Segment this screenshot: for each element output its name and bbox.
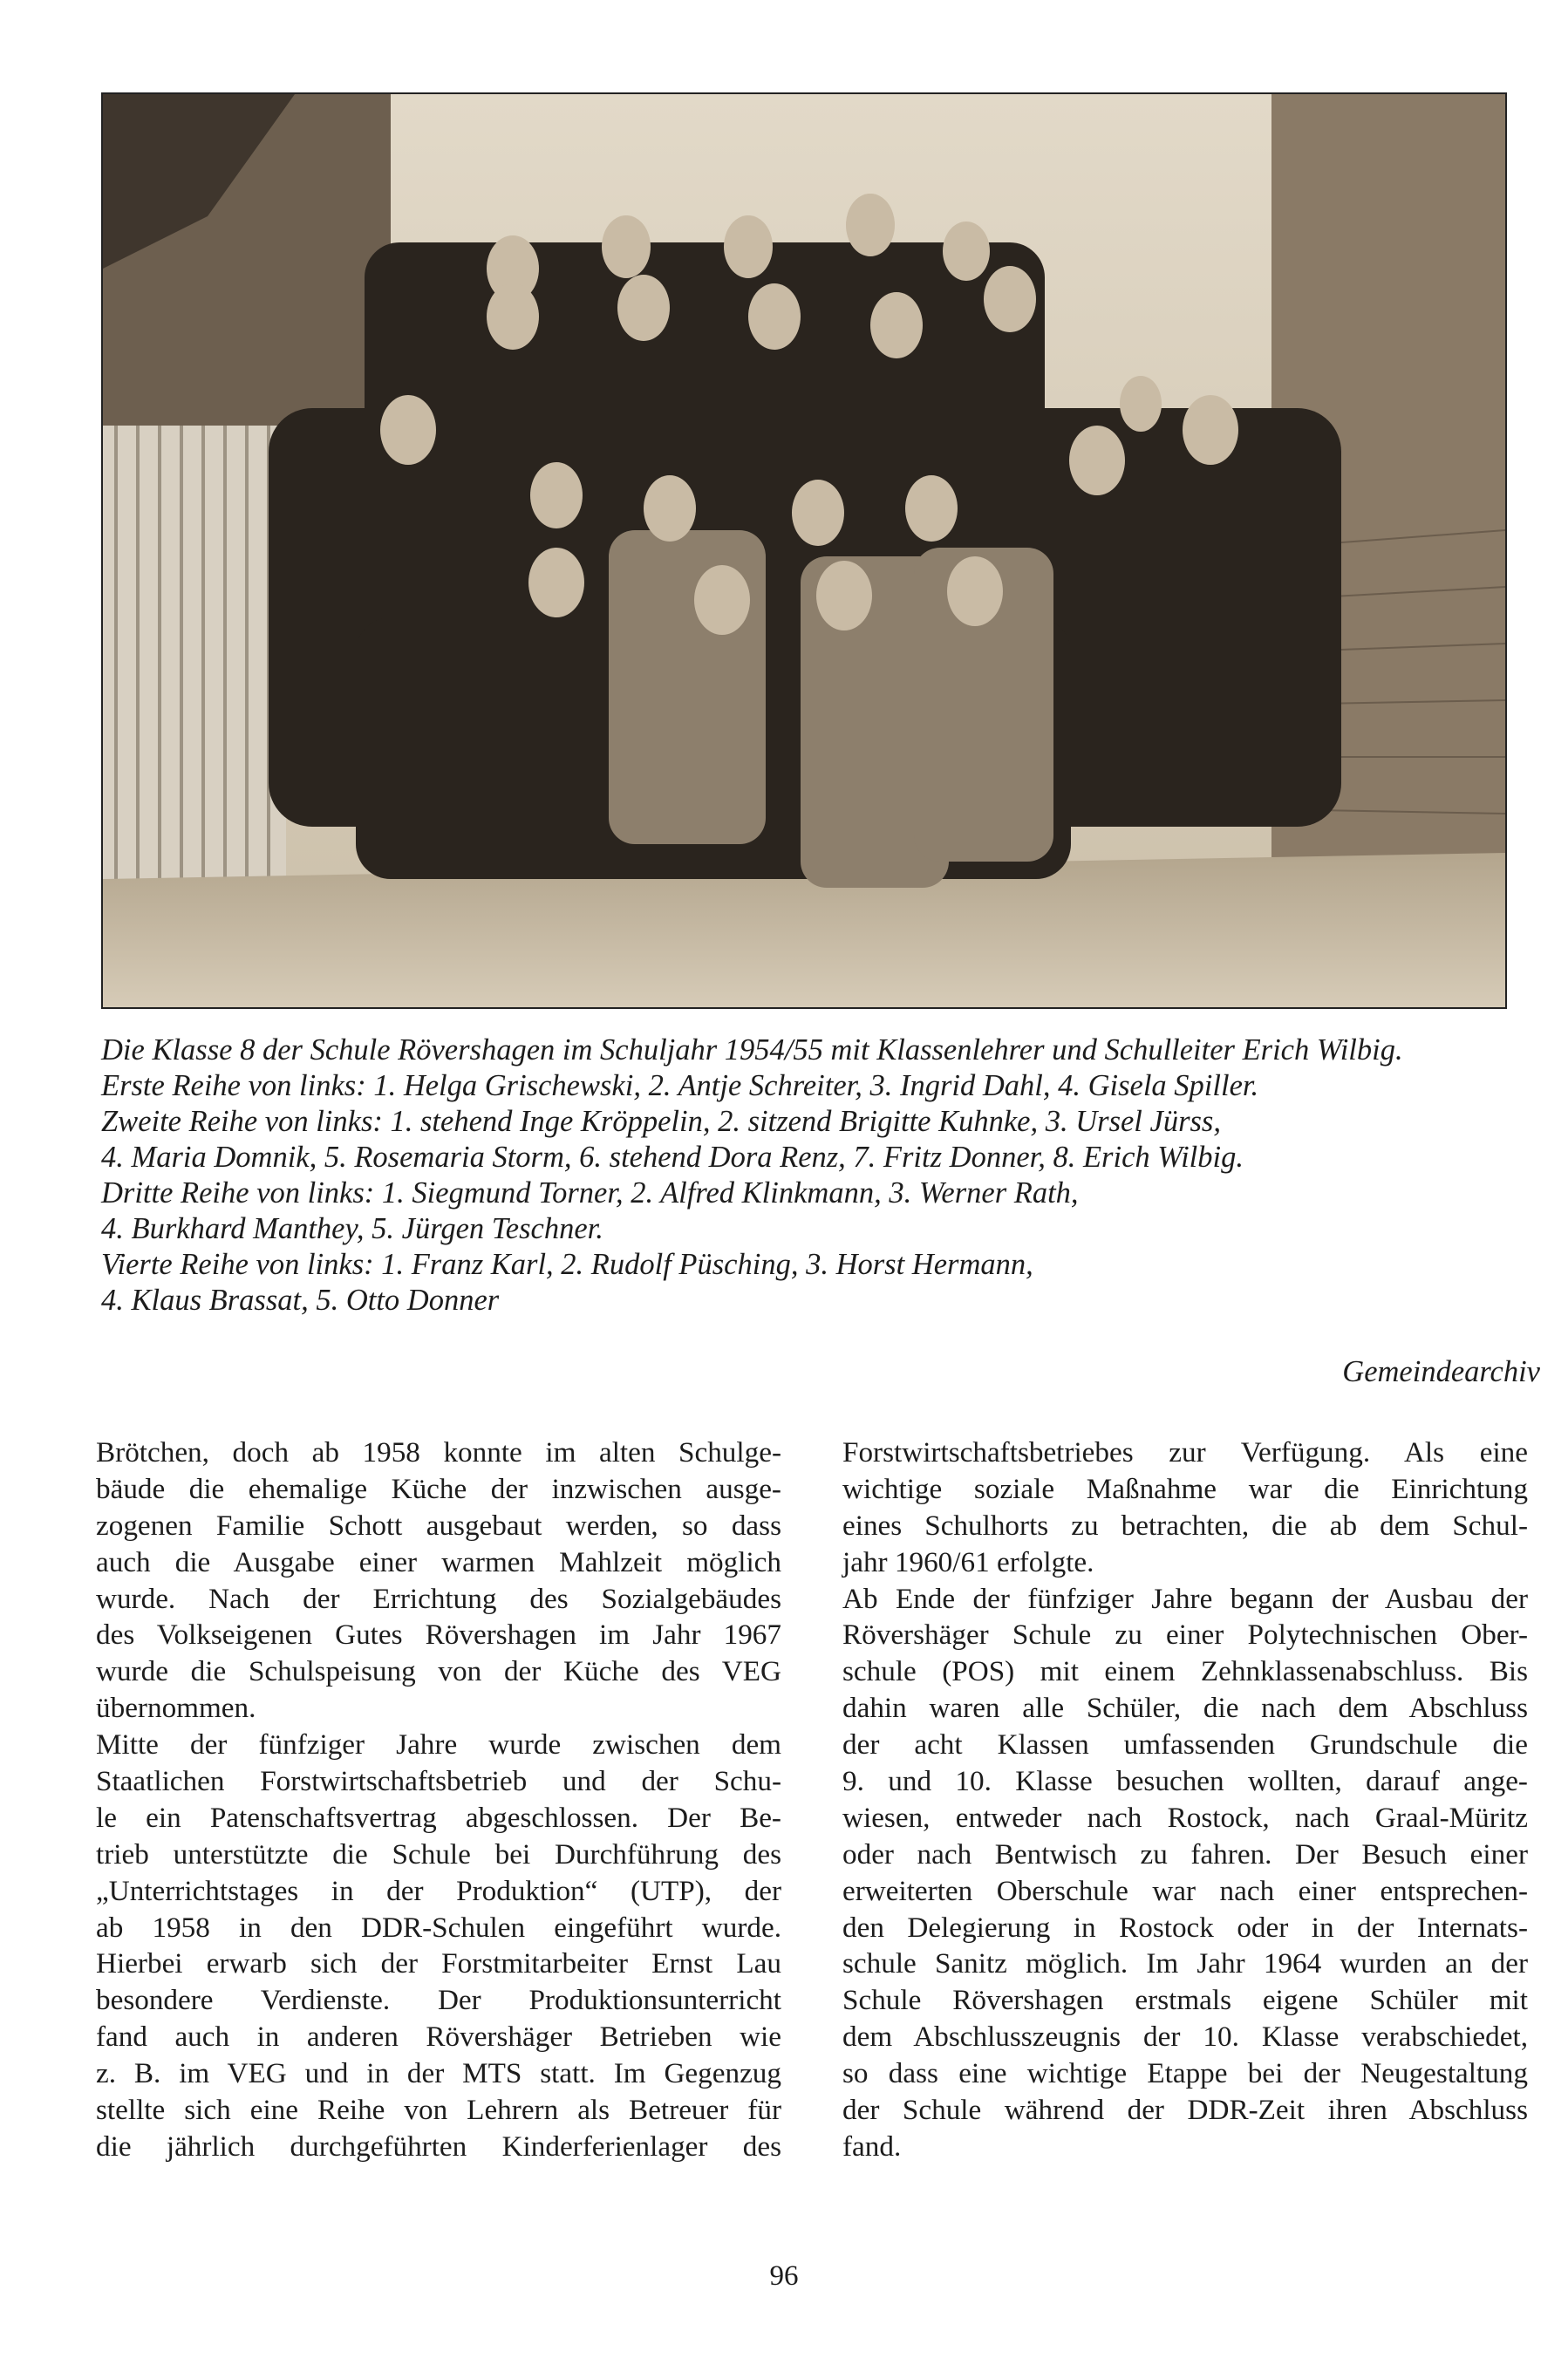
text-line: wurde die Schulspeisung von der Küche des VEG: [96, 1655, 781, 1688]
text-line: jahr 1960/61 erfolgte.: [842, 1545, 1094, 1578]
caption-line: 4. Maria Domnik, 5. Rosemaria Storm, 6. stehend Dora Renz, 7. Fritz Donner, 8. Erich Wilbig.: [101, 1141, 1244, 1174]
text-line: oder nach Bentwisch zu fahren. Der Besuch einer: [842, 1837, 1528, 1871]
text-line: die jährlich durchgeführten Kinderferienlager des: [96, 2130, 781, 2163]
text-line: übernommen.: [96, 1692, 256, 1725]
text-line: Forstwirtschaftsbetriebes zur Verfügung. Als eine: [842, 1436, 1528, 1469]
text-line: 9. und 10. Klasse besuchen wollten, darauf ange-: [842, 1765, 1528, 1798]
text-line: Mitte der fünfziger Jahre wurde zwischen dem: [96, 1728, 781, 1762]
page-number: 96: [769, 2260, 799, 2292]
caption-line: 4. Klaus Brassat, 5. Otto Donner: [101, 1284, 500, 1317]
text-line: besondere Verdienste. Der Produktionsunterricht: [96, 1984, 781, 2017]
photo-caption: [101, 1032, 1540, 1388]
text-line: wurde. Nach der Errichtung des Sozialgebäudes: [96, 1582, 781, 1615]
right-text-column: [842, 1435, 1528, 2165]
text-line: eines Schulhorts zu betrachten, die ab dem Schul-: [842, 1509, 1528, 1542]
class-photo-image: [103, 94, 1505, 1007]
caption-line: Zweite Reihe von links: 1. stehend Inge Kröppelin, 2. sitzend Brigitte Kuhnke, 3. Ursel Jürss,: [101, 1105, 1221, 1138]
text-line: dahin waren alle Schüler, die nach dem Abschluss: [842, 1692, 1528, 1725]
text-line: wichtige soziale Maßnahme war die Einrichtung: [842, 1472, 1528, 1505]
text-line: bäude die ehemalige Küche der inzwischen ausge-: [96, 1472, 781, 1505]
text-line: auch die Ausgabe einer warmen Mahlzeit möglich: [96, 1545, 781, 1578]
text-line: wiesen, entweder nach Rostock, nach Graal-Müritz: [842, 1801, 1528, 1834]
text-line: le ein Patenschaftsvertrag abgeschlossen. Der Be-: [96, 1801, 781, 1834]
text-line: ab 1958 in den DDR-Schulen eingeführt wurde.: [96, 1911, 781, 1944]
text-line: schule Sanitz möglich. Im Jahr 1964 wurden an der: [842, 1947, 1528, 1980]
text-line: so dass eine wichtige Etappe bei der Neugestaltung: [842, 2057, 1528, 2090]
text-line: erweiterten Oberschule war nach einer entsprechen-: [842, 1874, 1528, 1907]
text-line: zogenen Familie Schott ausgebaut werden, so dass: [96, 1509, 781, 1542]
text-line: schule (POS) mit einem Zehnklassenabschluss. Bis: [842, 1655, 1528, 1688]
text-line: stellte sich eine Reihe von Lehrern als Betreuer für: [96, 2094, 781, 2127]
caption-line: 4. Burkhard Manthey, 5. Jürgen Teschner.: [101, 1212, 603, 1245]
text-line: Staatlichen Forstwirtschaftsbetrieb und der Schu-: [96, 1765, 781, 1798]
text-line: Ab Ende der fünfziger Jahre begann der Ausbau der: [842, 1582, 1528, 1615]
text-line: des Volkseigenen Gutes Rövershagen im Jahr 1967: [96, 1619, 781, 1652]
caption-line: Dritte Reihe von links: 1. Siegmund Torner, 2. Alfred Klinkmann, 3. Werner Rath,: [101, 1176, 1079, 1210]
text-line: Rövershäger Schule zu einer Polytechnischen Ober-: [842, 1619, 1528, 1652]
text-line: der Schule während der DDR-Zeit ihren Abschluss: [842, 2094, 1528, 2127]
text-line: Schule Rövershagen erstmals eigene Schüler mit: [842, 1984, 1528, 2017]
caption-line: Vierte Reihe von links: 1. Franz Karl, 2. Rudolf Püsching, 3. Horst Hermann,: [101, 1248, 1033, 1281]
text-line: z. B. im VEG und in der MTS statt. Im Gegenzug: [96, 2057, 781, 2090]
text-line: fand auch in anderen Rövershäger Betrieben wie: [96, 2021, 781, 2054]
class-photo: [101, 92, 1507, 1009]
photo-source-credit: Gemeindearchiv: [1342, 1355, 1540, 1388]
text-line: „Unterrichtstages in der Produktion“ (UTP), der: [96, 1874, 781, 1907]
text-line: fand.: [842, 2130, 902, 2163]
text-line: trieb unterstützte die Schule bei Durchführung des: [96, 1837, 781, 1871]
text-line: der acht Klassen umfassenden Grundschule die: [842, 1728, 1528, 1762]
text-line: Brötchen, doch ab 1958 konnte im alten Schulge-: [96, 1436, 781, 1469]
text-line: Hierbei erwarb sich der Forstmitarbeiter Ernst Lau: [96, 1947, 781, 1980]
left-text-column: [96, 1435, 781, 2165]
text-line: dem Abschlusszeugnis der 10. Klasse verabschiedet,: [842, 2021, 1528, 2054]
caption-line: Die Klasse 8 der Schule Rövershagen im Schuljahr 1954/55 mit Klassenlehrer und Schulleiter Erich Wilbig.: [101, 1033, 1403, 1067]
text-line: den Delegierung in Rostock oder in der Internats-: [842, 1911, 1528, 1944]
caption-line: Erste Reihe von links: 1. Helga Grischewski, 2. Antje Schreiter, 3. Ingrid Dahl, 4. Gisela Spiller.: [101, 1069, 1259, 1102]
